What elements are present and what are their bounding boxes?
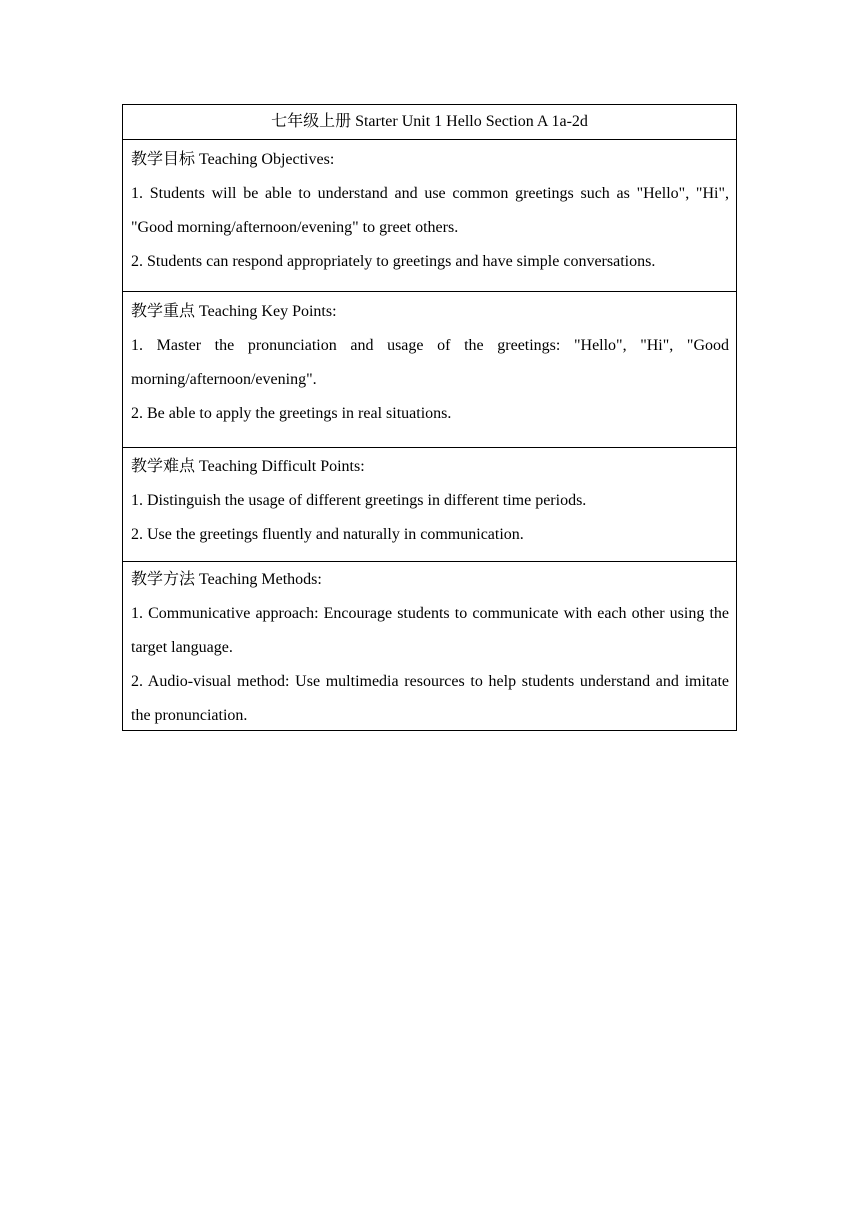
list-item: 1. Students will be able to understand and use common greetings such as "Hello", "Hi", "Good morning/afternoon/evening" to greet others. [131, 185, 729, 236]
section-teaching-key-points [123, 291, 736, 447]
section-teaching-methods [123, 561, 736, 730]
section-heading: 教学难点 Teaching Difficult Points: [131, 458, 365, 475]
list-item: 2. Use the greetings fluently and naturally in communication. [131, 526, 524, 543]
list-item: 1. Communicative approach: Encourage students to communicate with each other using the target language. [131, 605, 729, 656]
lesson-plan-table [122, 104, 737, 731]
section-heading: 教学方法 Teaching Methods: [131, 571, 322, 588]
list-item: 1. Distinguish the usage of different greetings in different time periods. [131, 492, 587, 509]
section-teaching-objectives [123, 139, 736, 291]
list-item: 1. Master the pronunciation and usage of the greetings: "Hello", "Hi", "Good morning/afternoon/evening". [131, 337, 729, 388]
section-teaching-difficult-points [123, 447, 736, 561]
list-item: 2. Students can respond appropriately to greetings and have simple conversations. [131, 253, 656, 270]
list-item: 2. Be able to apply the greetings in real situations. [131, 405, 452, 422]
table-title: 七年级上册 Starter Unit 1 Hello Section A 1a-2d [271, 113, 588, 130]
section-heading: 教学目标 Teaching Objectives: [131, 151, 335, 168]
list-item: 2. Audio-visual method: Use multimedia resources to help students understand and imitate the pronunciation. [131, 673, 729, 724]
section-heading: 教学重点 Teaching Key Points: [131, 303, 337, 320]
